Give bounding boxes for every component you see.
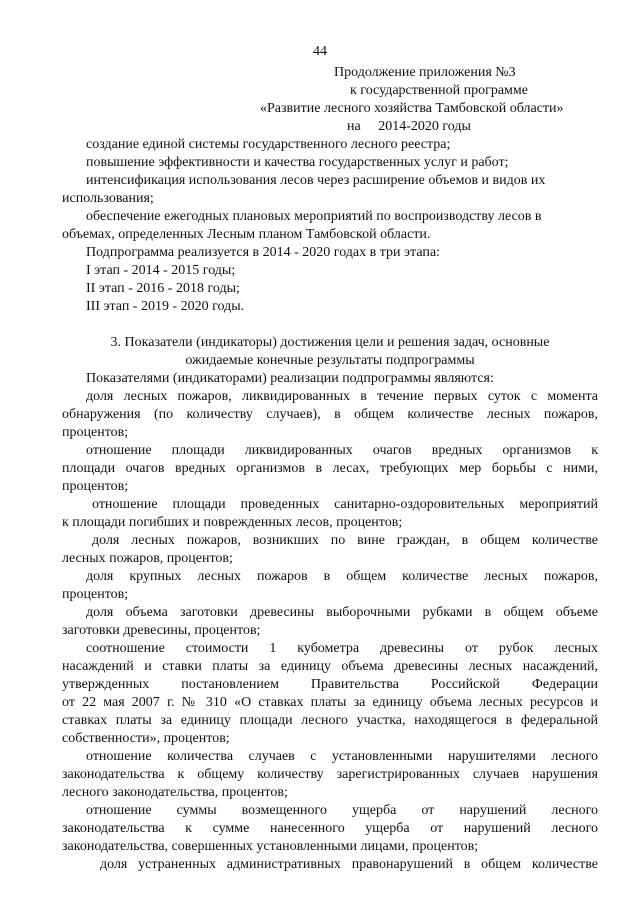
text-line: отношение количества случаев с установленными нарушителями лесного: [86, 749, 598, 764]
text-line: законодательства к сумме нанесенного ущерба от нарушений лесного: [62, 821, 598, 836]
text-line: процентов;: [62, 479, 129, 494]
text-line: лесных пожаров, процентов;: [62, 551, 233, 566]
text-line: создание единой системы государственного лесного реестра;: [86, 137, 451, 152]
appendix-header-line: «Развитие лесного хозяйства Тамбовской области»: [260, 101, 564, 116]
text-line: доля устраненных административных правонарушений в общем количестве: [100, 857, 598, 872]
text-line: процентов;: [62, 425, 129, 440]
appendix-header-line: Продолжение приложения №3: [334, 65, 516, 80]
text-line: от 22 мая 2007 г. № 310 «О ставках платы за единицу объема лесных ресурсов и: [62, 695, 598, 710]
text-line: соотношение стоимости 1 кубометра древесины от рубок лесных: [86, 641, 598, 656]
section-heading: 3. Показатели (индикаторы) достижения цели и решения задач, основные: [110, 335, 550, 350]
section-heading: ожидаемые конечные результаты подпрограммы: [185, 353, 475, 368]
text-line: III этап - 2019 - 2020 годы.: [86, 299, 245, 314]
text-line: процентов;: [62, 587, 129, 602]
text-line: отношение суммы возмещенного ущерба от нарушений лесного: [86, 803, 598, 818]
text-line: отношение площади проведенных санитарно-оздоровительных мероприятий: [92, 497, 598, 512]
text-line: ставках платы за единицу площади лесного участка, находящегося в федеральной: [62, 713, 598, 728]
text-line: законодательства, совершенных установленными лицами, процентов;: [62, 839, 479, 854]
text-line: доля объема заготовки древесины выборочными рубками в общем объеме: [86, 605, 598, 620]
text-line: отношение площади ликвидированных очагов вредных организмов к: [86, 443, 598, 458]
appendix-header-line: к государственной программе: [350, 83, 528, 98]
text-line: интенсификация использования лесов через расширение объемов и видов их: [86, 173, 546, 188]
text-line: доля лесных пожаров, возникших по вине граждан, в общем количестве: [92, 533, 598, 548]
text-line: утвержденных постановлением Правительства Российской Федерации: [62, 677, 598, 692]
text-line: площади очагов вредных организмов в лесах, требующих мер борьбы с ними,: [62, 461, 598, 476]
text-line: насаждений и ставки платы за единицу объема древесины лесных насаждений,: [62, 659, 598, 674]
text-line: лесного законодательства, процентов;: [62, 785, 288, 800]
text-line: обеспечение ежегодных плановых мероприятий по воспроизводству лесов в: [86, 209, 542, 224]
text-line: к площади погибших и поврежденных лесов, процентов;: [62, 515, 403, 530]
text-line: законодательства к общему количеству зарегистрированных случаев нарушения: [62, 767, 598, 782]
text-line: собственности», процентов;: [62, 731, 230, 746]
text-line: повышение эффективности и качества государственных услуг и работ;: [86, 155, 509, 170]
text-line: доля крупных лесных пожаров в общем количестве лесных пожаров,: [86, 569, 598, 584]
text-line: доля лесных пожаров, ликвидированных в течение первых суток с момента: [86, 389, 598, 404]
page-number: 44: [313, 44, 327, 59]
appendix-header-line: на 2014-2020 годы: [347, 119, 471, 134]
text-line: заготовки древесины, процентов;: [62, 623, 261, 638]
text-line: I этап - 2014 - 2015 годы;: [86, 263, 236, 278]
text-line: II этап - 2016 - 2018 годы;: [86, 281, 240, 296]
text-line: объемах, определенных Лесным планом Тамбовской области.: [62, 227, 431, 242]
text-line: использования;: [62, 191, 154, 206]
text-line: обнаружения (по количеству случаев), в общем количестве лесных пожаров,: [62, 407, 598, 422]
text-line: Подпрограмма реализуется в 2014 - 2020 годах в три этапа:: [86, 245, 440, 260]
text-line: Показателями (индикаторами) реализации подпрограммы являются:: [86, 371, 494, 386]
